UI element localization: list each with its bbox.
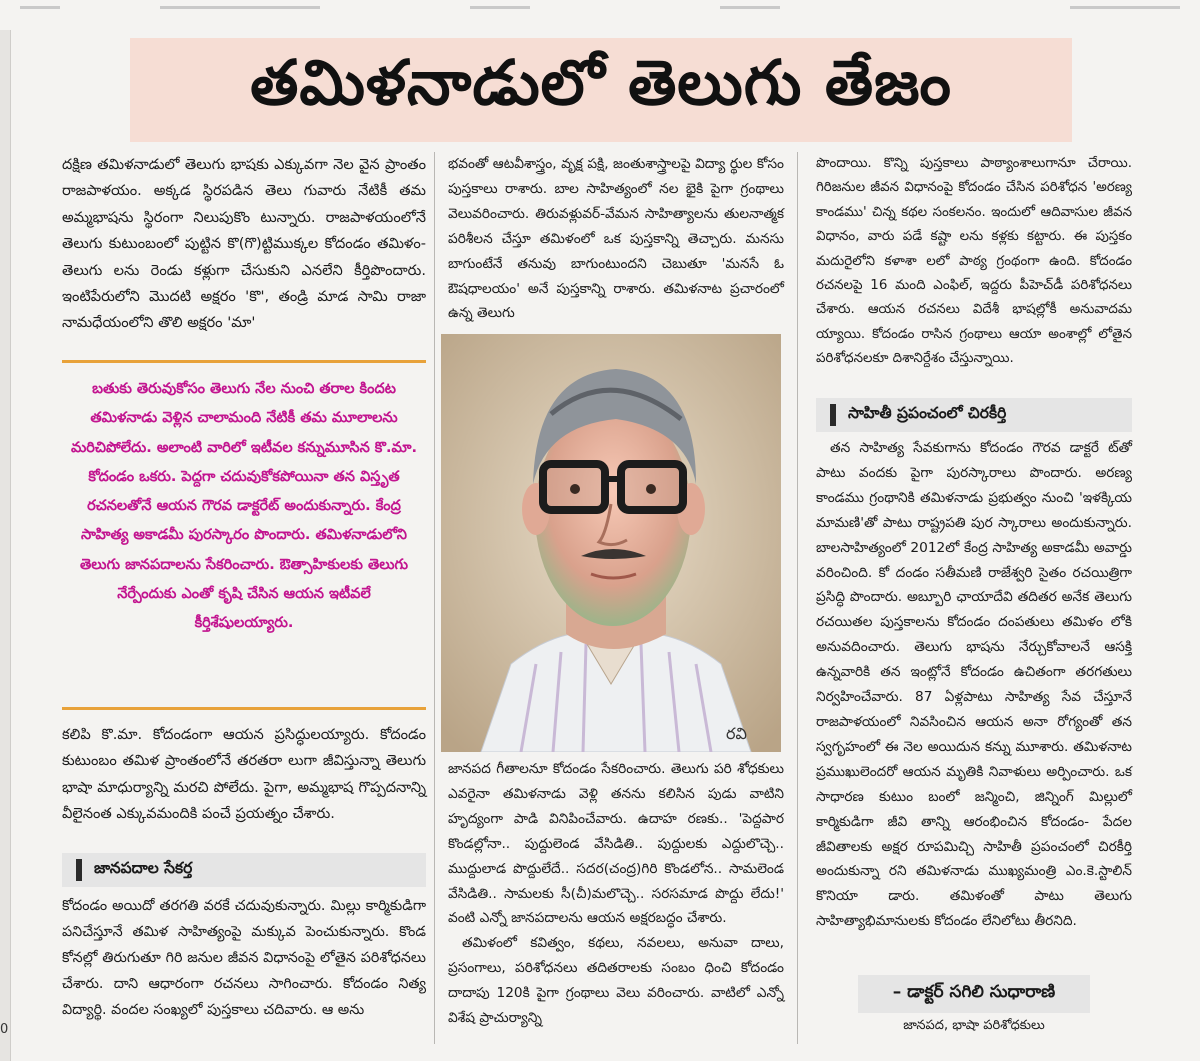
paragraph: కలిపి కొ.మా. కోదండంగా ఆయన ప్రసిద్ధులయ్యారు. కోదండం కుటుంబం తమిళ ప్రాంతంలోనే తరతరా లుగా జీవిస్తున్నా తెలుగు భాషా మాధుర్యాన్ని మరచి పోలేదు. పైగా, అమ్మభాష గొప్పదనాన్ని వీలైనంత ఎక్కువమందికి పంచే ప్రయత్నం చేశారు. (62, 726, 426, 823)
pull-quote (62, 360, 426, 710)
artist-signature: రవి (726, 724, 747, 743)
column-2-top (448, 152, 784, 327)
heading-marker (830, 404, 836, 426)
strip-segment (470, 6, 530, 9)
column-1-middle (62, 722, 426, 844)
column-1-top (62, 152, 426, 352)
paragraph: పొందాయి. కొన్ని పుస్తకాలు పాఠ్యాంశాలుగానూ చేరాయి. గిరిజనుల జీవన విధానంపై కోదండం చేసిన పరిశోధన 'అరణ్య కాండము' చిన్న కథల సంకలనం. ఇందులో ఆదివాసుల జీవన విధానం, వారు పడే కష్టా లను కళ్లకు కట్టారు. ఈ పుస్తకం మదురైలోని కళాశా లలో పాఠ్య గ్రంథంగా ఉంది. కోదండం రచనలపై 16 మంది ఎంఫిల్, ఇద్దరు పీహెచ్‌డీ పరిశోధనలు చేశారు. ఆయన రచనలు విదేశీ భాషల్లోకీ అనువాదమ య్యాయి. కోదండం రాసిన గ్రంథాలు ఆయా అంశాల్లో లోతైన పరిశోధనలకూ దిశానిర్దేశం చేస్తున్నాయి. (816, 156, 1132, 367)
column-divider (434, 152, 435, 1044)
headline: తమిళనాడులో తెలుగు తేజం (250, 46, 952, 119)
page-number: 0 (0, 1022, 9, 1037)
column-3-bottom (816, 436, 1132, 964)
section-heading-text: సాహితీ ప్రపంచంలో చిరకీర్తి (848, 404, 1007, 422)
strip-segment (720, 6, 780, 9)
portrait-illustration (441, 334, 781, 752)
paragraph: తమిళంలో కవిత్వం, కథలు, నవలలు, అనువా దాలు, ప్రసంగాలు, పరిశోధనలు తదితరాలకు సంబం ధించి కోదండం దాదాపు 120కి పైగా గ్రంథాలు వెలు వరించారు. వాటిలో ఎన్నో విశేష ప్రాచుర్యాన్ని (448, 935, 784, 1027)
author-designation: జానపద, భాషా పరిశోధకులు (903, 1018, 1045, 1033)
section-heading-literary-fame (816, 398, 1132, 432)
column-divider (797, 152, 798, 1044)
paragraph: జానపద గీతాలనూ కోదండం సేకరించారు. తెలుగు పరి శోధకులు ఎవరైనా తమిళనాడు వెళ్లి తనను కలిసిన పుడు వాటిని హృద్యంగా పాడి వినిపించేవారు. ఉదాహ రణకు.. 'పెద్దపార కొండల్లోనా.. పుద్దులెండ వేసిడితి.. పుద్దులకు ఎద్దులొచ్చె.. ముద్దులాడ పొద్దులేదే.. సదర(చంద్ర)గిరి కొండలోన.. సామలెండ వేసిడితి.. సామలకు సీ(చీ)మలొచ్చె.. సరసమాడ పొద్దు లేదు!' వంటి ఎన్నో జానపదాలను ఆయన అక్షరబద్ధం చేశారు. (448, 761, 784, 927)
paragraph: దక్షిణ తమిళనాడులో తెలుగు భాషకు ఎక్కువగా నెల వైన ప్రాంతం రాజపాళయం. అక్కడ స్థిరపడిన తెలు గువారు నేటికీ తమ అమ్మభాషను స్థిరంగా నిలుపుకొం టున్నారు. రాజపాళయంలోనే తెలుగు కుటుంబంలో పుట్టిన కొ(గొ)ట్టిముక్కల కోదండం తమిళం-తెలుగు లను రెండు కళ్లుగా చేసుకుని ఎనలేని కీర్తిపొందారు. ఇంటిపేరులోని మొదటి అక్షరం 'కొ', తండ్రి మాడ సామి రాజా నామధేయంలోని తొలి అక్షరం 'మా' (62, 156, 426, 332)
paragraph: తన సాహిత్య సేవకుగాను కోదండం గౌరవ డాక్టరే ట్‌తో పాటు వందకు పైగా పురస్కారాలు పొందారు. అరణ్య కాండము గ్రంథానికి తమిళనాడు ప్రభుత్వం నుంచి 'ఇళక్కియ మామణి'తో పాటు రాష్ట్రపతి పుర స్కారాలు అందుకున్నారు. బాలసాహిత్యంలో 2012లో కేంద్ర సాహిత్య అకాడమీ అవార్డు వరించింది. కో దండం సతీమణి రాజేశ్వరి సైతం రచయిత్రిగా ప్రసిద్ధి పొందారు. అబ్బూరి ఛాయాదేవి తదితర అనేక తెలుగు రచయితల పుస్తకాలను కోదండం దంపతులు తమిళం లోకి అనువదించారు. తెలుగు భాషను నేర్చుకోవాలనే ఆసక్తి ఉన్నవారికి తన ఇంట్లోనే కోదండం ఉచితంగా తరగతులు నిర్వహించేవారు. 87 ఏళ్లపాటు సాహిత్య సేవ చేస్తూనే రాజపాళయంలో నివసించిన ఆయన అనా రోగ్యంతో తన స్వగృహంలో ఈ నెల అయిదున కన్ను మూశారు. తమిళనాట ప్రముఖులెందరో ఆయన మృతికి నివాళులు అర్పించారు. ఒక సాధారణ కుటుం బంలో జన్మించి, జిన్నింగ్ మిల్లులో కార్మికుడిగా జీవి తాన్ని ఆరంభించిన కోదండం- పేదల జీవితాలకు అక్షర రూపమిచ్చి సాహితీ ప్రపంచంలో చిరకీర్తి అందుకున్నా రని తమిళనాడు ముఖ్యమంత్రి ఎం.కె.స్టాలిన్ కొనియా డారు. తమిళంతో పాటు తెలుగు సాహిత్యాభిమానులకు కోదండం లేనిలోటు తీరనిది. (816, 440, 1132, 930)
section-heading-text: జానపదాల సేకర్త (94, 859, 193, 877)
strip-segment (160, 6, 320, 9)
top-page-strip (0, 0, 1200, 22)
heading-marker (76, 859, 82, 881)
headline-banner (130, 38, 1072, 142)
column-2-bottom (448, 757, 784, 1047)
author-name: – డాక్టర్ సగిలి సుధారాణి (892, 982, 1056, 1002)
section-heading-folk-collector (62, 853, 426, 887)
strip-segment (1070, 6, 1180, 9)
paragraph: కోదండం అయిదో తరగతి వరకే చదువుకున్నారు. మిల్లు కార్మికుడిగా పనిచేస్తూనే తమిళ సాహిత్యంపై మక్కువ పెంచుకున్నారు. కొండ కోనల్లో తిరుగుతూ గిరి జనుల జీవన విధానంపై లోతైన పరిశోధనలు చేశారు. దాని ఆధారంగా రచనలు సాగించారు. కోదండం నిత్య విద్యార్థి. వందల సంఖ్యలో పుస్తకాలు చదివారు. ఆ అను (62, 898, 426, 1018)
page-gutter (0, 30, 11, 1061)
strip-segment (20, 6, 60, 9)
column-3-top (816, 152, 1132, 390)
author-byline (858, 975, 1090, 1013)
pull-quote-text: బతుకు తెరువుకోసం తెలుగు నేల నుంచి తరాల కిందట తమిళనాడు వెళ్లిన చాలామంది నేటికీ తమ మూలాలను మరిచిపోలేదు. అలాంటి వారిలో ఇటీవల కన్నుమూసిన కొ.మా. కోదండం ఒకరు. పెద్దగా చదువుకోకపోయినా తన విస్తృత రచనలతోనే ఆయన గౌరవ డాక్టరేట్ అందుకున్నారు. కేంద్ర సాహిత్య అకాడమీ పురస్కారం పొందారు. తమిళనాడులోని తెలుగు జానపదాలను సేకరించారు. ఔత్సాహికులకు తెలుగు నేర్పేందుకు ఎంతో కృషి చేసిన ఆయన ఇటీవలే కీర్తిశేషులయ్యారు. (70, 381, 418, 632)
paragraph: భవంతో ఆటవీశాస్త్రం, వృక్ష పక్షి, జంతుశాస్త్రాలపై విద్యా ర్థుల కోసం పుస్తకాలు రాశారు. బాల సాహిత్యంలో నల భైకి పైగా గ్రంథాలు వెలువరించారు. తిరువళ్లువర్-వేమన సాహిత్యాలను తులనాత్మక పరిశీలన చేస్తూ తమిళంలో ఒక పుస్తకాన్ని తెచ్చారు. మనసు బాగుంటేనే తనువు బాగుంటుందని చెబుతూ 'మనసే ఓ ఔషధాలయం' అనే పుస్తకాన్ని రాశారు. తమిళనాట ప్రచారంలో ఉన్న తెలుగు (448, 156, 784, 322)
column-1-bottom (62, 894, 426, 1044)
